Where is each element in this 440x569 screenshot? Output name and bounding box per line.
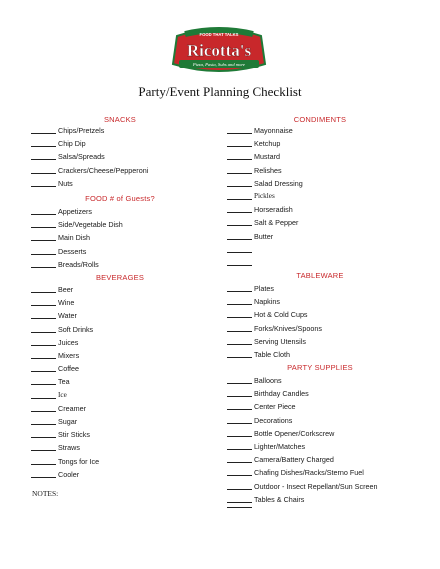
condiments-item: Mayonnaise [254,126,293,135]
condiments-checkbox-line[interactable] [227,173,252,174]
beverages-item: Tongs for Ice [58,456,100,466]
party-supplies-item: Outdoor - Insect Repellant/Sun Screen [254,481,378,491]
page-title: Party/Event Planning Checklist [138,84,302,99]
tableware-checkbox-line[interactable] [227,331,252,332]
condiments-item: Salad Dressing [254,178,303,188]
party-supplies-checkbox-line[interactable] [227,423,252,424]
condiments-checkbox-line[interactable] [227,133,252,134]
snacks-item: Nuts [58,178,73,188]
beverages-checkbox-line[interactable] [31,292,56,293]
food-checkbox-line[interactable] [31,240,56,241]
beverages-item: Mixers [58,351,80,360]
beverages-item: Water [58,311,77,321]
notes-label: NOTES: [32,489,59,498]
beverages-item: Cooler [58,469,80,479]
food-heading: FOOD # of Guests? [85,194,155,203]
party-supplies-item: Birthday Candles [254,389,309,399]
tableware-checkbox-line[interactable] [227,291,252,292]
beverages-checkbox-line[interactable] [31,450,56,451]
party-supplies-item: Center Piece [254,402,296,412]
party-supplies-checkbox-line[interactable] [227,502,252,503]
beverages-checkbox-line[interactable] [31,358,56,359]
beverages-item: Ice [58,390,67,399]
tableware-checkbox-line[interactable] [227,344,252,345]
tableware-item: Hot & Cold Cups [254,310,308,320]
food-item: Main Dish [58,233,90,243]
condiments-checkbox-line[interactable] [227,239,252,240]
snacks-heading: SNACKS [103,115,137,124]
condiments-item: Horseradish [254,205,293,215]
beverages-checkbox-line[interactable] [31,477,56,478]
beverages-item: Straws [58,443,80,453]
tableware-checkbox-line[interactable] [227,304,252,305]
party-supplies-checkbox-line[interactable] [227,383,252,384]
food-checkbox-line[interactable] [31,214,56,215]
tableware-item: Napkins [254,297,280,307]
beverages-item: Wine [58,298,75,308]
food-checkbox-line[interactable] [31,227,56,228]
tableware-checkbox-line[interactable] [227,357,252,358]
beverages-checkbox-line[interactable] [31,398,56,399]
party-supplies-heading: PARTY SUPPLIES [287,363,353,372]
tableware-item: Table Cloth [254,350,290,359]
beverages-checkbox-line[interactable] [31,305,56,306]
party-supplies-checkbox-line[interactable] [227,449,252,450]
condiments-checkbox-line[interactable] [227,186,252,187]
beverages-checkbox-line[interactable] [31,318,56,319]
snacks-item: Salsa/Spreads [58,152,105,162]
blank-checkbox-line[interactable] [227,507,252,508]
condiments-item: Ketchup [254,139,281,149]
beverages-checkbox-line[interactable] [31,332,56,333]
party-supplies-item: Balloons [254,376,282,385]
condiments-item: Mustard [254,152,280,162]
snacks-checkbox-line[interactable] [31,186,56,187]
beverages-heading: BEVERAGES [95,273,145,282]
condiments-item: Salt & Pepper [254,218,299,228]
food-item: Breads/Rolls [58,259,99,269]
condiments-checkbox-line[interactable] [227,252,252,253]
tableware-checkbox-line[interactable] [227,317,252,318]
snacks-item: Crackers/Cheese/Pepperoni [58,165,149,175]
snacks-item: Chip Dip [58,139,86,149]
logo-wordmark: Ricotta's [186,41,252,60]
party-supplies-checkbox-line[interactable] [227,489,252,490]
beverages-checkbox-line[interactable] [31,371,56,372]
tableware-item: Serving Utensils [254,336,306,346]
beverages-item: Creamer [58,403,86,413]
party-supplies-item: Bottle Opener/Corkscrew [254,428,335,438]
beverages-checkbox-line[interactable] [31,464,56,465]
condiments-item: Pickles [254,192,275,200]
condiments-checkbox-line[interactable] [227,265,252,266]
party-supplies-checkbox-line[interactable] [227,475,252,476]
beverages-checkbox-line[interactable] [31,345,56,346]
condiments-item: Relishes [254,165,282,175]
beverages-item: Tea [58,377,70,387]
beverages-checkbox-line[interactable] [31,424,56,425]
logo-tagline-top: FOOD THAT TALKS [199,32,239,37]
food-item: Side/Vegetable Dish [58,220,123,230]
tableware-heading: TABLEWARE [296,271,344,280]
beverages-checkbox-line[interactable] [31,411,56,412]
party-supplies-item: Tables & Chairs [254,494,305,504]
party-supplies-checkbox-line[interactable] [227,462,252,463]
food-checkbox-line[interactable] [31,267,56,268]
condiments-checkbox-line[interactable] [227,146,252,147]
tableware-item: Plates [254,284,274,293]
party-supplies-item: Lighter/Matches [254,442,306,451]
ricottas-logo [171,26,267,76]
condiments-checkbox-line[interactable] [227,212,252,213]
snacks-checkbox-line[interactable] [31,146,56,147]
food-checkbox-line[interactable] [31,254,56,255]
snacks-item: Chips/Pretzels [58,126,105,135]
party-supplies-item: Camera/Battery Charged [254,455,334,465]
food-item: Desserts [58,246,87,256]
tableware-item: Forks/Knives/Spoons [254,323,322,333]
beverages-item: Soft Drinks [58,324,94,334]
condiments-checkbox-line[interactable] [227,159,252,160]
food-item: Appetizers [58,207,92,216]
beverages-item: Beer [58,285,74,294]
condiments-heading: CONDIMENTS [293,115,347,124]
snacks-checkbox-line[interactable] [31,133,56,134]
party-supplies-checkbox-line[interactable] [227,409,252,410]
condiments-checkbox-line[interactable] [227,225,252,226]
beverages-item: Coffee [58,364,80,374]
party-supplies-item: Decorations [254,415,293,425]
beverages-item: Juices [58,337,79,347]
party-supplies-item: Chafing Dishes/Racks/Sterno Fuel [254,468,364,478]
snacks-checkbox-line[interactable] [31,159,56,160]
beverages-item: Sugar [58,417,78,426]
party-supplies-checkbox-line[interactable] [227,436,252,437]
logo-tagline-bottom: Pizza, Pasta, Subs and more [192,62,246,67]
beverages-checkbox-line[interactable] [31,384,56,385]
condiments-checkbox-line[interactable] [227,199,252,200]
condiments-item: Butter [254,231,274,241]
snacks-checkbox-line[interactable] [31,173,56,174]
beverages-item: Stir Sticks [58,430,90,440]
party-supplies-checkbox-line[interactable] [227,396,252,397]
beverages-checkbox-line[interactable] [31,437,56,438]
